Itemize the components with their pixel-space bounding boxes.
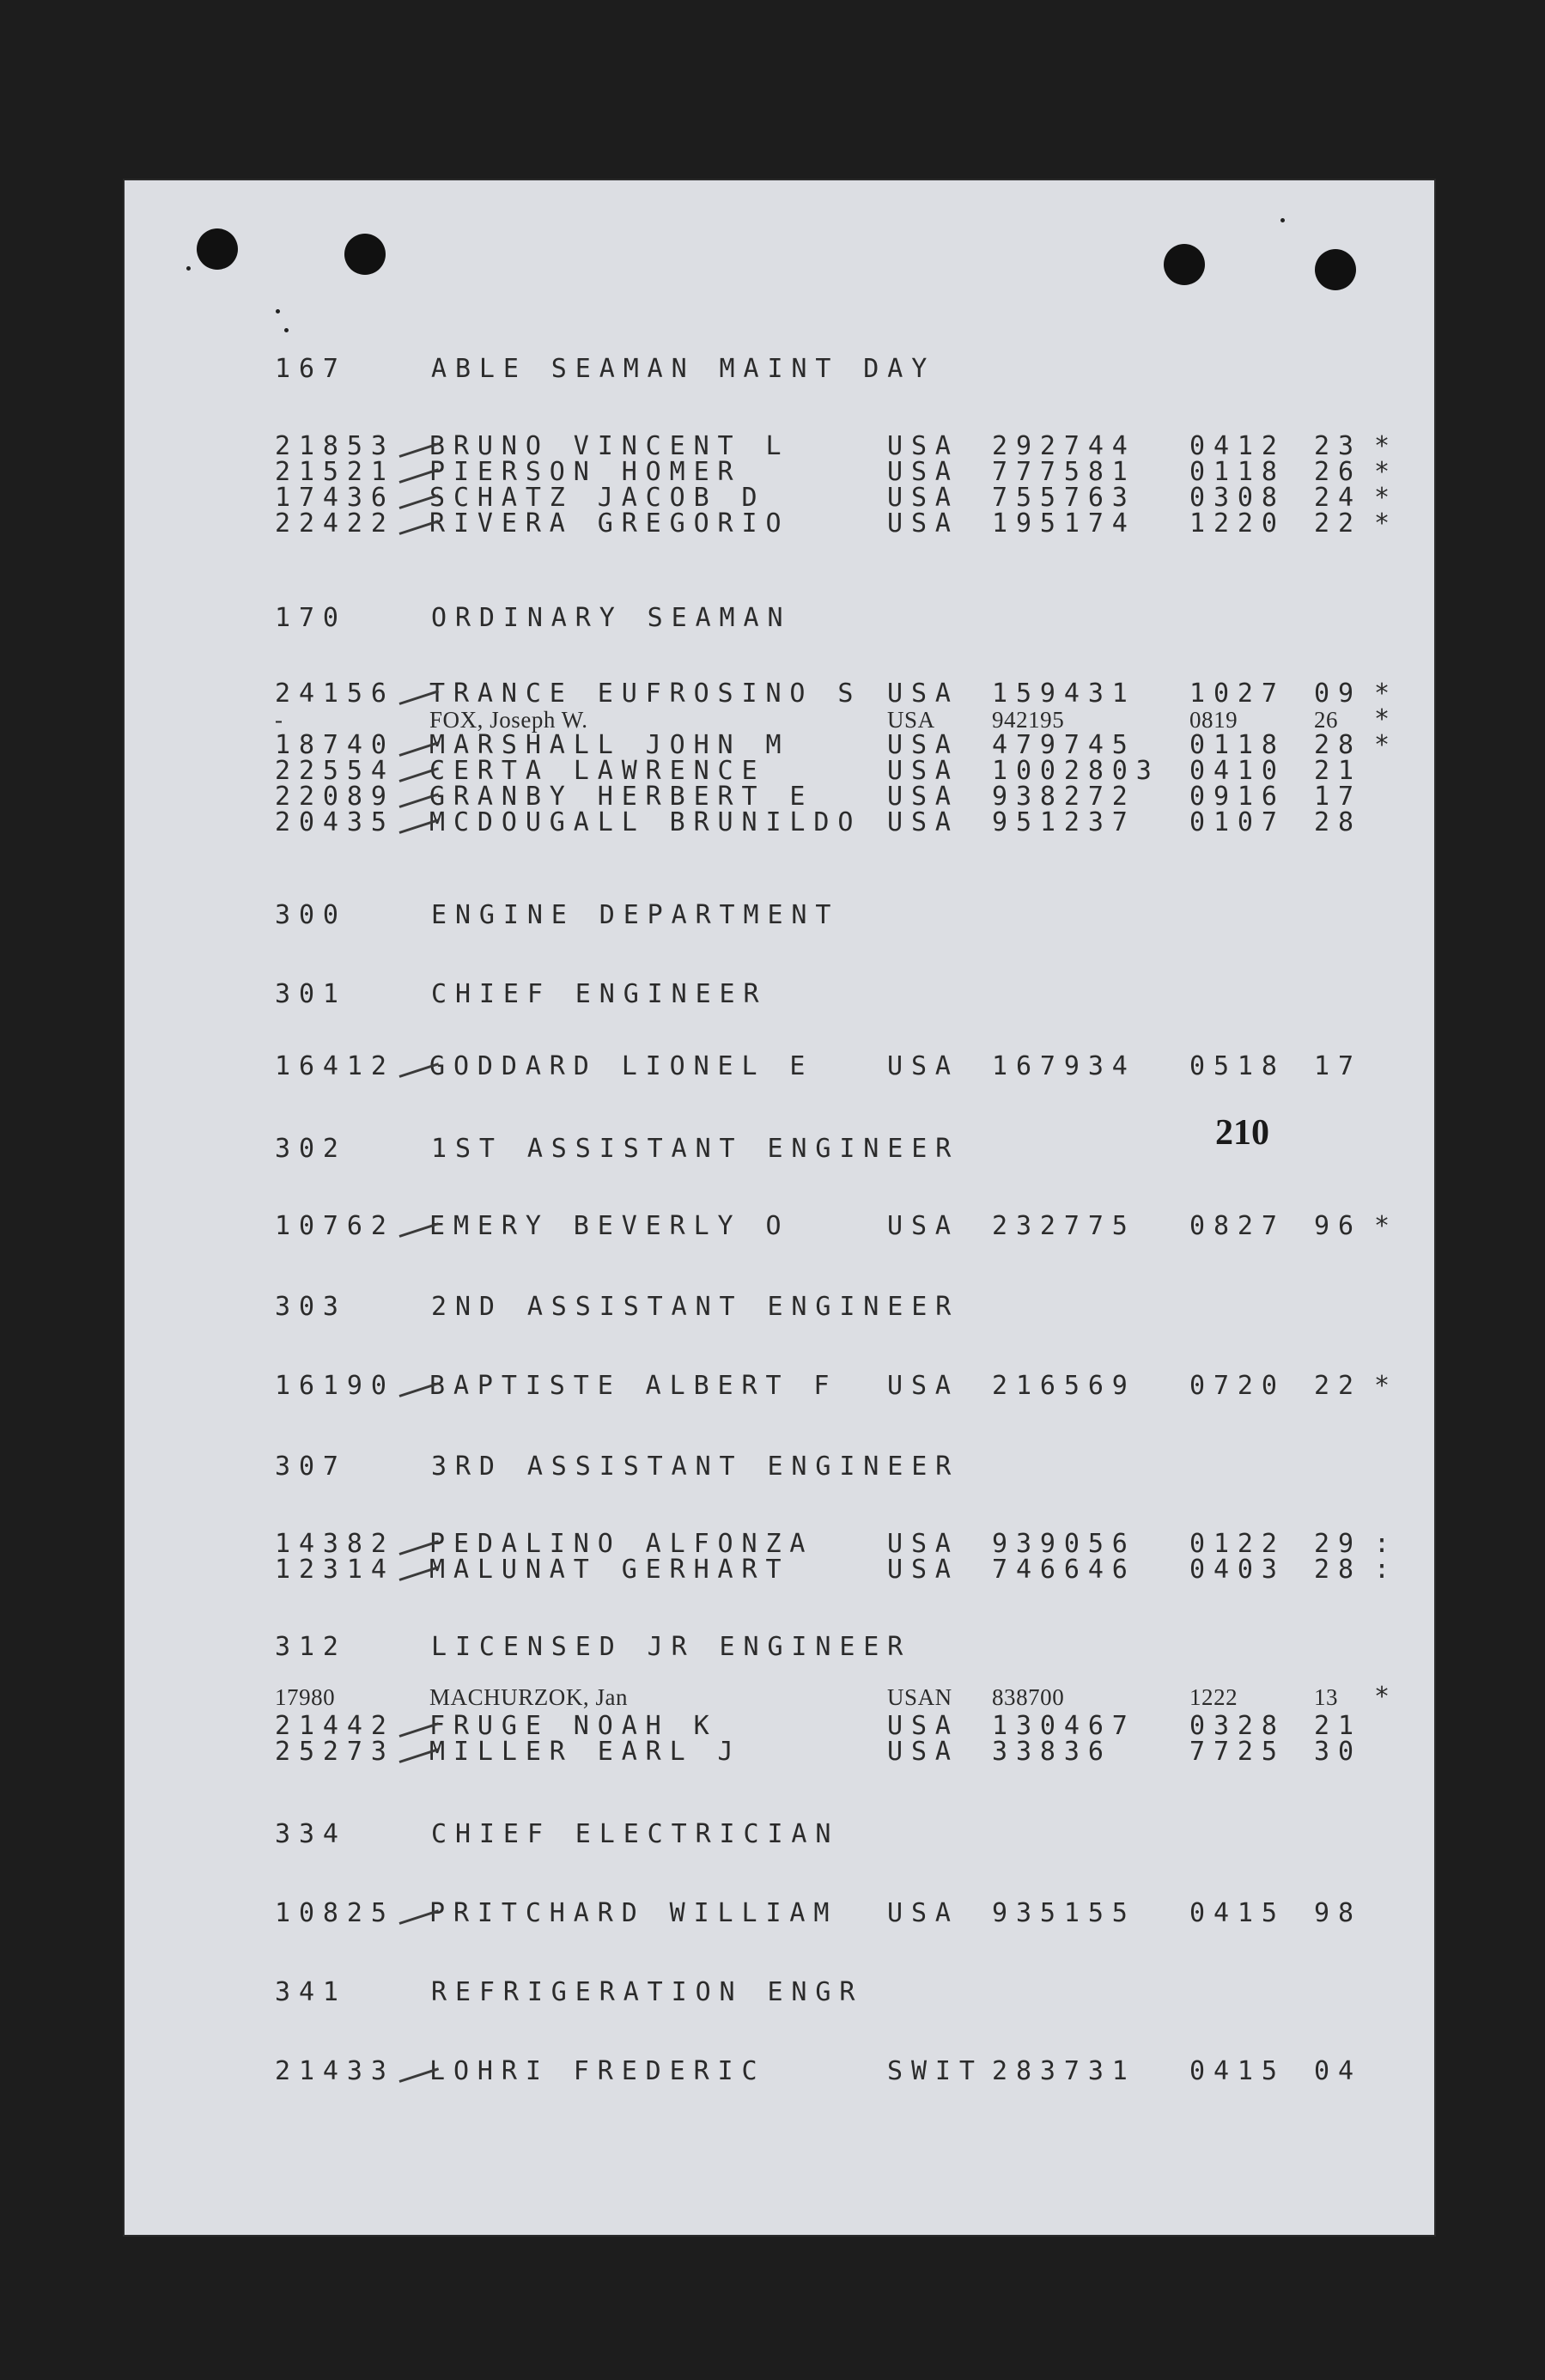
section-heading — [125, 1630, 1434, 1665]
crew-year: 26 — [1314, 707, 1339, 733]
crew-row — [125, 1896, 1434, 1931]
page-number-stamp: 210 — [1215, 1113, 1269, 1153]
crew-id: 17980 — [275, 1684, 336, 1710]
section-title: 3RD ASSISTANT ENGINEER — [431, 1452, 960, 1482]
speck — [1280, 218, 1285, 222]
crew-nationality: USA — [887, 1371, 959, 1401]
crew-nationality: USA — [887, 483, 959, 513]
crew-certificate-number: 479745 — [992, 730, 1136, 760]
section-code: 170 — [275, 603, 347, 633]
crew-date: 0308 — [1189, 483, 1286, 513]
crew-certificate-number: 939056 — [992, 1529, 1136, 1559]
crew-flag: * — [1374, 483, 1398, 513]
punch-hole — [197, 228, 238, 270]
crew-year: 13 — [1314, 1684, 1339, 1710]
crew-certificate-number: 216569 — [992, 1371, 1136, 1401]
crew-nationality: USA — [887, 782, 959, 812]
crew-nationality: USA — [887, 1529, 959, 1559]
crew-name: FRUGE NOAH K — [429, 1711, 718, 1741]
section-heading — [125, 352, 1434, 387]
crew-nationality: USA — [887, 431, 959, 461]
section-title: 1ST ASSISTANT ENGINEER — [431, 1134, 960, 1164]
crew-year: 26 — [1314, 457, 1362, 487]
crew-nationality: USA — [887, 1737, 959, 1767]
crew-certificate-number: 746646 — [992, 1555, 1136, 1585]
crew-id: 14382 — [275, 1529, 395, 1559]
crew-id: 24156 — [275, 679, 395, 709]
crew-name: CERTA LAWRENCE — [429, 756, 766, 786]
crew-row — [125, 1735, 1434, 1769]
crew-date: 1220 — [1189, 508, 1286, 539]
crew-date: 0107 — [1189, 807, 1286, 837]
crew-flag: * — [1374, 679, 1398, 709]
section-heading — [125, 1290, 1434, 1324]
crew-name: GRANBY HERBERT E — [429, 782, 814, 812]
crew-year: 17 — [1314, 1051, 1362, 1081]
crew-nationality: USA — [887, 457, 959, 487]
crew-name: TRANCE EUFROSINO S — [429, 679, 862, 709]
crew-id: 21433 — [275, 2056, 395, 2086]
crew-flag: * — [1374, 1371, 1398, 1401]
crew-id: 21521 — [275, 457, 395, 487]
crew-nationality: USA — [887, 1051, 959, 1081]
section-title: ORDINARY SEAMAN — [431, 603, 792, 633]
crew-name: MARSHALL JOHN M — [429, 730, 790, 760]
crew-name: PEDALINO ALFONZA — [429, 1529, 814, 1559]
crew-date: 1222 — [1189, 1684, 1238, 1710]
crew-id: 18740 — [275, 730, 395, 760]
section-heading — [125, 1132, 1434, 1166]
crew-year: 24 — [1314, 483, 1362, 513]
section-title: ABLE SEAMAN MAINT DAY — [431, 354, 936, 384]
crew-year: 23 — [1314, 431, 1362, 461]
crew-flag: * — [1374, 730, 1398, 760]
crew-year: 28 — [1314, 1555, 1362, 1585]
crew-date: 0118 — [1189, 730, 1286, 760]
crew-name: BRUNO VINCENT L — [429, 431, 790, 461]
punch-hole — [1164, 244, 1205, 285]
crew-flag: * — [1374, 1682, 1398, 1712]
crew-certificate-number: 130467 — [992, 1711, 1136, 1741]
crew-date: 0827 — [1189, 1211, 1286, 1241]
crew-name: MALUNAT GERHART — [429, 1555, 790, 1585]
crew-id: 21853 — [275, 431, 395, 461]
crew-nationality: USA — [887, 707, 935, 733]
crew-year: 22 — [1314, 508, 1362, 539]
crew-certificate-number: 777581 — [992, 457, 1136, 487]
crew-certificate-number: 159431 — [992, 679, 1136, 709]
crew-date: 0410 — [1189, 756, 1286, 786]
section-title: LICENSED JR ENGINEER — [431, 1632, 912, 1662]
crew-year: 09 — [1314, 679, 1362, 709]
crew-certificate-number: 195174 — [992, 508, 1136, 539]
crew-nationality: SWIT — [887, 2056, 983, 2086]
crew-id: 10762 — [275, 1211, 395, 1241]
section-code: 307 — [275, 1452, 347, 1482]
crew-nationality: USA — [887, 756, 959, 786]
crew-year: 21 — [1314, 756, 1362, 786]
crew-flag: * — [1374, 431, 1398, 461]
section-code: 167 — [275, 354, 347, 384]
crew-date: 0518 — [1189, 1051, 1286, 1081]
crew-date: 0415 — [1189, 2056, 1286, 2086]
crew-id: 20435 — [275, 807, 395, 837]
section-title: ENGINE DEPARTMENT — [431, 900, 840, 930]
crew-flag: * — [1374, 1211, 1398, 1241]
crew-name: GODDARD LIONEL E — [429, 1051, 814, 1081]
crew-id: 22422 — [275, 508, 395, 539]
crew-id: 16190 — [275, 1371, 395, 1401]
crew-date: 0412 — [1189, 431, 1286, 461]
crew-certificate-number: 292744 — [992, 431, 1136, 461]
crew-flag: : — [1374, 1529, 1398, 1559]
speck — [186, 266, 191, 271]
crew-name: LOHRI FREDERIC — [429, 2056, 766, 2086]
crew-id: 10825 — [275, 1898, 395, 1928]
crew-nationality: USAN — [887, 1684, 952, 1710]
crew-name: SCHATZ JACOB D — [429, 483, 766, 513]
section-title: CHIEF ELECTRICIAN — [431, 1819, 840, 1849]
speck — [284, 328, 289, 332]
crew-date: 1027 — [1189, 679, 1286, 709]
crew-year: 29 — [1314, 1529, 1362, 1559]
crew-year: 96 — [1314, 1211, 1362, 1241]
crew-nationality: USA — [887, 1555, 959, 1585]
crew-certificate-number: 283731 — [992, 2056, 1136, 2086]
crew-certificate-number: 232775 — [992, 1211, 1136, 1241]
crew-certificate-number: 167934 — [992, 1051, 1136, 1081]
crew-certificate-number: 838700 — [992, 1684, 1065, 1710]
crew-date: 7725 — [1189, 1737, 1286, 1767]
crew-id: 22554 — [275, 756, 395, 786]
crew-row — [125, 806, 1434, 840]
crew-nationality: USA — [887, 1211, 959, 1241]
crew-flag: * — [1374, 704, 1398, 734]
crew-name: FOX, Joseph W. — [429, 707, 588, 733]
crew-certificate-number: 951237 — [992, 807, 1136, 837]
section-code: 303 — [275, 1292, 347, 1322]
crew-date: 0118 — [1189, 457, 1286, 487]
crew-date: 0415 — [1189, 1898, 1286, 1928]
crew-year: 28 — [1314, 730, 1362, 760]
crew-flag: * — [1374, 508, 1398, 539]
section-heading — [125, 898, 1434, 933]
crew-certificate-number: 938272 — [992, 782, 1136, 812]
crew-year: 30 — [1314, 1737, 1362, 1767]
section-code: 341 — [275, 1977, 347, 2007]
crew-date: 0403 — [1189, 1555, 1286, 1585]
crew-nationality: USA — [887, 1898, 959, 1928]
crew-name: RIVERA GREGORIO — [429, 508, 790, 539]
section-heading — [125, 1817, 1434, 1852]
section-heading — [125, 1975, 1434, 2010]
crew-row — [125, 507, 1434, 541]
crew-name: MCDOUGALL BRUNILDO — [429, 807, 862, 837]
crew-row — [125, 1050, 1434, 1084]
section-heading — [125, 977, 1434, 1012]
crew-date: 0122 — [1189, 1529, 1286, 1559]
crew-row — [125, 2054, 1434, 2089]
crew-row — [125, 1553, 1434, 1587]
section-code: 301 — [275, 979, 347, 1009]
crew-certificate-number: 755763 — [992, 483, 1136, 513]
section-heading — [125, 601, 1434, 636]
crew-id: 17436 — [275, 483, 395, 513]
crew-flag: : — [1374, 1555, 1398, 1585]
crew-certificate-number: 942195 — [992, 707, 1065, 733]
crew-date: 0720 — [1189, 1371, 1286, 1401]
crew-nationality: USA — [887, 807, 959, 837]
crew-id: 21442 — [275, 1711, 395, 1741]
punch-hole — [1315, 249, 1356, 290]
crew-flag: * — [1374, 457, 1398, 487]
crew-name: PRITCHARD WILLIAM — [429, 1898, 838, 1928]
crew-id: 16412 — [275, 1051, 395, 1081]
crew-certificate-number: 935155 — [992, 1898, 1136, 1928]
crew-nationality: USA — [887, 679, 959, 709]
crew-id: 22089 — [275, 782, 395, 812]
section-title: 2ND ASSISTANT ENGINEER — [431, 1292, 960, 1322]
crew-year: 98 — [1314, 1898, 1362, 1928]
crew-name: MILLER EARL J — [429, 1737, 742, 1767]
section-title: CHIEF ENGINEER — [431, 979, 768, 1009]
section-code: 334 — [275, 1819, 347, 1849]
crew-id: - — [275, 707, 283, 733]
crew-year: 22 — [1314, 1371, 1362, 1401]
crew-date: 0819 — [1189, 707, 1238, 733]
crew-nationality: USA — [887, 508, 959, 539]
crew-year: 28 — [1314, 807, 1362, 837]
crew-name: EMERY BEVERLY O — [429, 1211, 790, 1241]
section-heading — [125, 1450, 1434, 1484]
punch-hole — [344, 234, 386, 275]
section-code: 300 — [275, 900, 347, 930]
crew-year: 04 — [1314, 2056, 1362, 2086]
crew-row — [125, 1209, 1434, 1244]
crew-nationality: USA — [887, 730, 959, 760]
section-code: 302 — [275, 1134, 347, 1164]
crew-name: PIERSON HOMER — [429, 457, 742, 487]
crew-name: MACHURZOK, Jan — [429, 1684, 629, 1710]
crew-id: 12314 — [275, 1555, 395, 1585]
crew-year: 17 — [1314, 782, 1362, 812]
speck — [276, 309, 280, 313]
section-code: 312 — [275, 1632, 347, 1662]
section-title: REFRIGERATION ENGR — [431, 1977, 864, 2007]
crew-certificate-number: 1002803 — [992, 756, 1160, 786]
document-page — [125, 180, 1434, 2235]
crew-nationality: USA — [887, 1711, 959, 1741]
crew-name: BAPTISTE ALBERT F — [429, 1371, 838, 1401]
crew-year: 21 — [1314, 1711, 1362, 1741]
crew-date: 0916 — [1189, 782, 1286, 812]
crew-id: 25273 — [275, 1737, 395, 1767]
crew-date: 0328 — [1189, 1711, 1286, 1741]
crew-row — [125, 1369, 1434, 1403]
crew-certificate-number: 33836 — [992, 1737, 1112, 1767]
